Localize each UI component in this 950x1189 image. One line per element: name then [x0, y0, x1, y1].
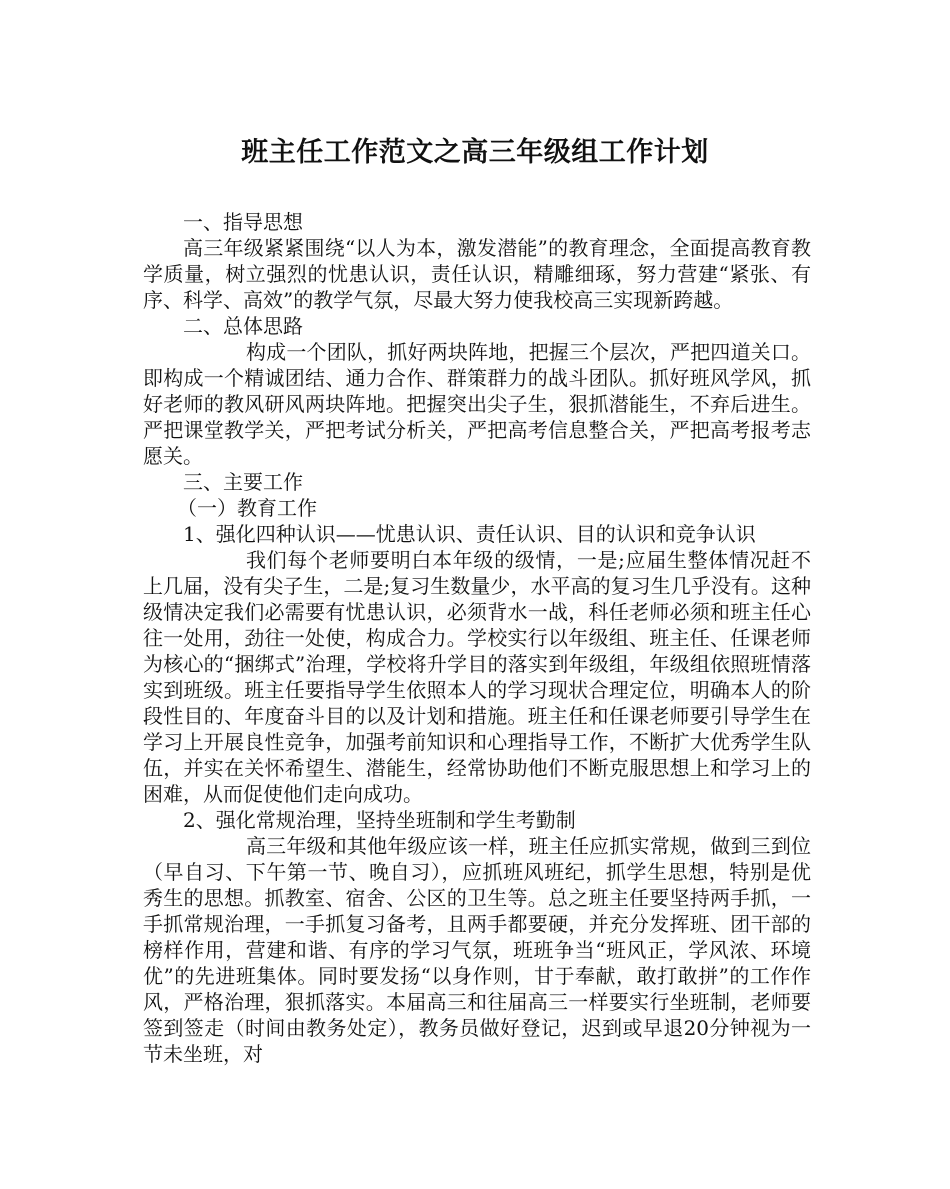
- section-heading-guiding-ideology: 一、指导思想: [183, 210, 303, 234]
- document-title: 班主任工作范文之高三年级组工作计划: [241, 137, 709, 168]
- item-heading-routine-management: 2、强化常规治理，坚持坐班制和学生考勤制: [183, 808, 576, 832]
- paragraph-routine-management: 高三年级和其他年级应该一样，班主任应抓实常规，做到三到位（早自习、下午第一节、晚自习），应抓班风班纪，抓学生思想，特别是优秀生的思想。抓教室、宿舍、公区的卫生等。总之班主任要坚持两手抓，一手抓常规治理，一手抓复习备考，且两手都要硬，并充分发挥班、团干部的榜样作用，营建和谐、有序的学习气氛，班班争当“班风正，学风浓、环境优”的先进班集体。同时要发扬“以身作则，甘于奉献，敢打敢拼”的工作作风，严格治理，狠抓落实。本届高三和往届高三一样要实行坐班制，老师要签到签走（时间由教务处定），教务员做好登记，迟到或早退20分钟视为一节未坐班，对: [143, 834, 811, 1066]
- paragraph-guiding-ideology: 高三年级紧紧围绕“以人为本，激发潜能”的教育理念，全面提高教育教学质量，树立强烈的忧患认识，责任认识，精雕细琢，努力营建“紧张、有序、科学、高效”的教学气氛，尽最大努力使我校高三实现新跨越。: [143, 236, 811, 312]
- paragraph-four-awareness: 我们每个老师要明白本年级的级情，一是;应届生整体情况赶不上几届，没有尖子生，二是;复习生数量少，水平高的复习生几乎没有。这种级情决定我们必需要有忧患认识，必须背水一战，科任老师必须和班主任心往一处用，劲往一处使，构成合力。学校实行以年级组、班主任、任课老师为核心的“捆绑式”治理，学校将升学目的落实到年级组，年级组依照班情落实到班级。班主任要指导学生依照本人的学习现状合理定位，明确本人的阶段性目的、年度奋斗目的以及计划和措施。班主任和任课老师要引导学生在学习上开展良性竞争，加强考前知识和心理指导工作，不断扩大优秀学生队伍，并实在关怀希望生、潜能生，经常协助他们不断克服思想上和学习上的困难，从而促使他们走向成功。: [143, 548, 811, 806]
- subsection-heading-education-work: （一）教育工作: [177, 496, 317, 520]
- document-body: [143, 209, 811, 1067]
- paragraph-overall-approach: 构成一个团队，抓好两块阵地，把握三个层次，严把四道关口。即构成一个精诚团结、通力合作、群策群力的战斗团队。抓好班风学风，抓好老师的教风研风两块阵地。把握突出尖子生，狠抓潜能生，不弃后进生。严把课堂教学关，严把考试分析关，严把高考信息整合关，严把高考报考志愿关。: [143, 340, 811, 468]
- section-heading-main-work: 三、主要工作: [183, 470, 303, 494]
- section-heading-overall-approach: 二、总体思路: [183, 314, 303, 338]
- item-heading-four-awareness: 1、强化四种认识——忧患认识、责任认识、目的认识和竞争认识: [183, 522, 756, 546]
